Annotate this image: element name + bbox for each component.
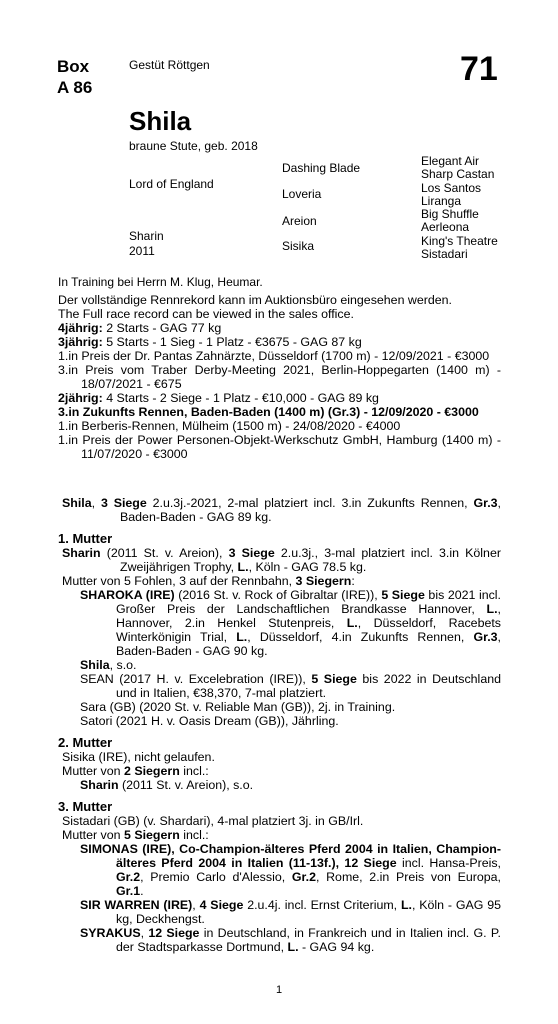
box-number (57, 56, 92, 98)
dam3-heading: 3. Mutter (58, 799, 113, 814)
dam3-line: Sistadari (GB) (v. Shardari), 4-mal platziert 3j. in GB/Irl. (62, 814, 364, 828)
pedigree-g3-7: King's Theatre (421, 234, 498, 248)
age2-win-2: 1.in Preis der Power Personen-Objekt-Werkschutz GmbH, Hamburg (1400 m) - 11/07/2020 - €3000 (58, 433, 501, 461)
dam2-produce: Mutter von 2 Siegern incl.: (62, 764, 209, 778)
foal-sharoka: SHAROKA (IRE) (2016 St. v. Rock of Gibraltar (IRE)), 5 Siege bis 2021 incl. Großer Preis der Landschaftlichen Brandkasse Hannover, L., Hannover, 2.in Henkel Stutenpreis, L., Düsseldorf, Racebets Winterkönigin Trial, L., Düsseldorf, 4.in Zukunfts Rennen, Gr.3, Baden-Baden - GAG 90 kg. (80, 588, 501, 658)
foal-sara: Sara (GB) (2020 St. v. Reliable Man (GB)), 2j. in Training. (80, 700, 396, 714)
offspring-syrakus: SYRAKUS, 12 Siege in Deutschland, in Frankreich und in Italien incl. G. P. der Stadtsparkasse Dortmund, L. - GAG 94 kg. (80, 926, 501, 954)
dam2-foal-sharin: Sharin (2011 St. v. Areion), s.o. (80, 778, 254, 792)
dam3-produce: Mutter von 5 Siegern incl.: (62, 828, 209, 842)
offspring-sir-warren: SIR WARREN (IRE), 4 Siege 2.u.4j. incl. Ernst Criterium, L., Köln - GAG 95 kg, Deckhengst. (80, 898, 501, 926)
foal-shila: Shila, s.o. (80, 658, 137, 672)
training-note: In Training bei Herrn M. Klug, Heumar. (58, 275, 263, 289)
age4-summary: 4jährig: 2 Starts - GAG 77 kg (58, 321, 222, 335)
record-note-de: Der vollständige Rennrekord kann im Auktionsbüro eingesehen werden. (58, 293, 452, 307)
horse-summary: Shila, 3 Siege 2.u.3j.-2021, 2-mal platziert incl. 3.in Zukunfts Rennen, Gr.3, Baden-Baden - GAG 89 kg. (62, 496, 501, 524)
box-label: Box (57, 57, 90, 76)
age2-win-1: 1.in Berberis-Rennen, Mülheim (1500 m) - 24/08/2020 - €4000 (58, 419, 401, 433)
page-number: 1 (275, 984, 283, 996)
pedigree-sire-dam: Loveria (282, 187, 322, 201)
pedigree-g3-1: Elegant Air (421, 154, 480, 168)
pedigree-g3-4: Liranga (421, 194, 462, 208)
pedigree-g3-8: Sistadari (421, 247, 468, 261)
age2-summary: 2jährig: 4 Starts - 2 Siege - 1 Platz - €10,000 - GAG 89 kg (58, 391, 379, 405)
pedigree-dam: Sharin (129, 229, 164, 243)
family-section (58, 496, 501, 954)
pedigree-sire: Lord of England (129, 177, 214, 191)
horse-name: Shila (129, 106, 192, 136)
dam2-line: Sisika (IRE), nicht gelaufen. (62, 750, 215, 764)
record-note-en: The Full race record can be viewed in the sales office. (58, 307, 354, 321)
foal-satori: Satori (2021 H. v. Oasis Dream (GB)), Jährling. (80, 714, 339, 728)
age2-place-1: 3.in Zukunfts Rennen, Baden-Baden (1400 m) (Gr.3) - 12/09/2020 - €3000 (58, 405, 479, 419)
offspring-simonas: SIMONAS (IRE), Co-Champion-älteres Pferd 2004 in Italien, Champion-älteres Pferd 2004 in Italien (11-13f.), 12 Siege incl. Hansa-Preis, Gr.2, Premio Carlo d'Alessio, Gr.2, Rome, 2.in Preis von Europa, Gr.1. (80, 842, 501, 898)
dam1-line: Sharin (2011 St. v. Areion), 3 Siege 2.u.3j., 3-mal platziert incl. 3.in Kölner Zweijährigen Trophy, L., Köln - GAG 78.5 kg. (62, 546, 501, 574)
horse-description: braune Stute, geb. 2018 (129, 139, 258, 153)
pedigree-sire-sire: Dashing Blade (282, 161, 361, 175)
pedigree-dam-dam: Sisika (282, 239, 315, 253)
pedigree-g3-3: Los Santos (421, 181, 482, 195)
age3-place-1: 3.in Preis vom Traber Derby-Meeting 2021, Berlin-Hoppegarten (1400 m) - 18/07/2021 - €675 (58, 363, 501, 391)
pedigree-g3-2: Sharp Castan (421, 167, 495, 181)
breeder: Gestüt Röttgen (129, 58, 210, 72)
age3-summary: 3jährig: 5 Starts - 1 Sieg - 1 Platz - €3675 - GAG 87 kg (58, 335, 362, 349)
dam1-heading: 1. Mutter (58, 531, 113, 546)
pedigree-g3-5: Big Shuffle (421, 207, 479, 221)
pedigree-g3-6: Aerleona (421, 220, 470, 234)
box-value: A 86 (57, 78, 93, 97)
dam1-produce: Mutter von 5 Fohlen, 3 auf der Rennbahn, 3 Siegern: (62, 574, 355, 588)
dam2-heading: 2. Mutter (58, 735, 113, 750)
foal-sean: SEAN (2017 H. v. Excelebration (IRE)), 5 Siege bis 2022 in Deutschland und in Italien, €38,370, 7-mal platziert. (80, 672, 501, 700)
race-record (58, 293, 501, 461)
age3-win-1: 1.in Preis der Dr. Pantas Zahnärzte, Düsseldorf (1700 m) - 12/09/2021 - €3000 (58, 349, 490, 363)
pedigree-dam-year: 2011 (129, 244, 155, 258)
pedigree-dam-sire: Areion (282, 214, 317, 228)
lot-number: 71 (460, 50, 498, 88)
